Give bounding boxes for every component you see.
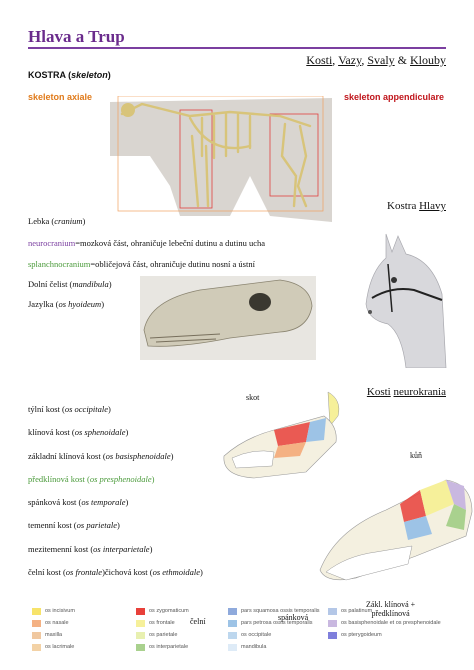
bone-line-5: temenní kost (os parietale): [28, 520, 120, 530]
bone-line-2: základní klínová kost (os basisphenoidale): [28, 451, 174, 461]
legend-label: os interparietale: [149, 644, 189, 650]
line-dolni-celist: Dolní čelist (mandibula): [28, 279, 112, 289]
legend-swatch: [228, 608, 237, 615]
legend-swatch: [328, 632, 337, 639]
legend-label: os frontale: [149, 620, 175, 626]
legend-label: maxilla: [45, 632, 63, 638]
legend-label: os nasale: [45, 620, 69, 626]
link-kosti[interactable]: Kosti: [306, 53, 333, 67]
line-jazylka: Jazylka (os hyoideum): [28, 299, 105, 309]
legend-swatch: [228, 620, 237, 627]
bone-line-3: předklínová kost (os presphenoidale): [28, 474, 155, 484]
kostra-heading: KOSTRA (skeleton): [28, 70, 111, 80]
kostra-hlavy-heading: Kostra Hlavy: [387, 200, 446, 212]
page-title: Hlava a Trup: [28, 27, 125, 46]
legend-swatch: [32, 644, 41, 651]
top-links: Kosti, Vazy, Svaly & Klouby: [306, 53, 446, 67]
horse-skull-diagram: [316, 460, 474, 588]
legend-label: os lacrimale: [45, 644, 75, 650]
bone-line-0: týlní kost (os occipitale): [28, 404, 111, 414]
horse-skull-photo: [140, 276, 316, 360]
title-rule: [28, 47, 446, 49]
legend-label: os zygomaticum: [149, 608, 189, 614]
legend-swatch: [328, 608, 337, 615]
kosti-neurokrania-heading: Kosti neurokrania: [366, 386, 446, 398]
horse-head-photo: [362, 224, 448, 368]
line-neurocranium: neurocranium=mozková část, ohraničuje lebeční dutinu a dutinu ucha: [28, 238, 266, 248]
legend-label: os incisivum: [45, 608, 75, 614]
legend-label: pars petrosa ossis temporalis: [241, 620, 313, 626]
legend-label: os palatinum: [341, 608, 373, 614]
link-vazy[interactable]: Vazy: [338, 53, 362, 67]
legend-swatch: [228, 644, 237, 651]
skeleton-appendiculare-label: skeleton appendiculare: [343, 92, 444, 102]
bone-line-4: spánková kost (os temporale): [28, 497, 129, 507]
line-splanchnocranium: splanchnocranium=obličejová část, ohraničuje dutinu nosní a ústní: [28, 259, 255, 269]
link-klouby[interactable]: Klouby: [410, 53, 446, 67]
legend-swatch: [32, 632, 41, 639]
legend-label: os occipitale: [241, 632, 272, 638]
label-celni: čelní: [190, 617, 206, 626]
legend-swatch: [32, 608, 41, 615]
bone-line-7: čelní kost (os frontale)čichová kost (os ethmoidale): [28, 567, 203, 577]
legend-label: pars squamosa ossis temporalis: [241, 608, 320, 614]
horse-skeleton-image: [110, 96, 332, 222]
legend-swatch: [328, 620, 337, 627]
line-lebka: Lebka (cranium): [28, 216, 86, 226]
skeleton-axiale-label: skeleton axiale: [28, 92, 93, 102]
label-zakl-klinova: Zákl. klínová + předklínová: [366, 600, 416, 618]
legend-swatch: [32, 620, 41, 627]
legend-swatch: [136, 620, 145, 627]
legend-label: os pterygoideum: [341, 632, 382, 638]
legend-label: os parietale: [149, 632, 178, 638]
legend-label: os basisphenoidale et os presphenoidale: [341, 620, 441, 626]
legend-swatch: [228, 632, 237, 639]
legend-label: mandibula: [241, 644, 267, 650]
label-spankova: spánková: [278, 613, 309, 622]
bone-line-1: klínová kost (os sphenoidale): [28, 427, 129, 437]
legend-swatch: [136, 644, 145, 651]
legend-swatch: [136, 632, 145, 639]
link-svaly[interactable]: Svaly: [367, 53, 395, 67]
label-skot: skot: [246, 393, 260, 402]
bone-line-6: mezitemenní kost (os interparietale): [28, 544, 153, 554]
legend-swatch: [136, 608, 145, 615]
label-kun: kůň: [410, 451, 422, 460]
